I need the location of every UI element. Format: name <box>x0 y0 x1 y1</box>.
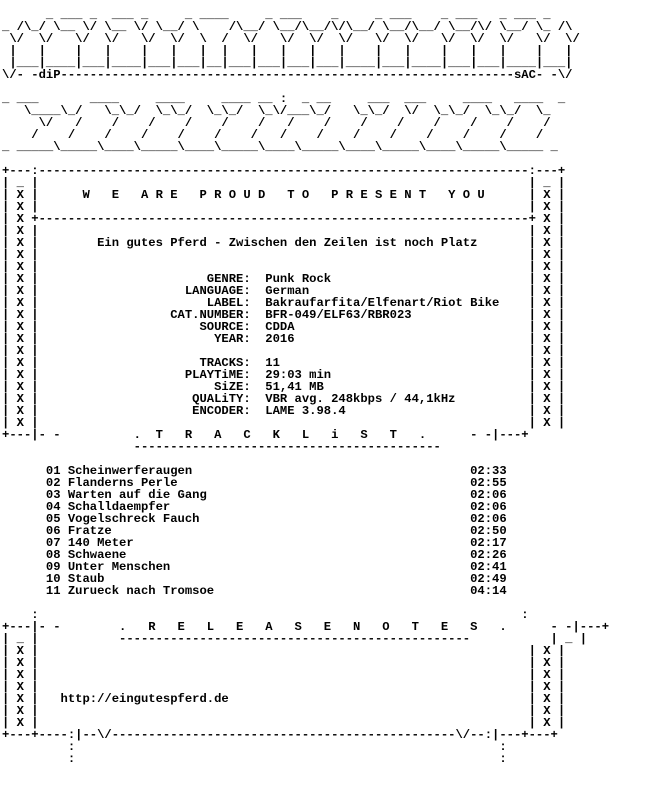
nfo-line: 10 Staub 02:49 <box>2 572 507 586</box>
nfo-line: +---+----:|--\/-----------------------------------------------\/--:|---+---+ <box>2 728 558 742</box>
nfo-line: | | | | | | | | | | | | | | | | | | | <box>2 44 573 58</box>
nfo-line: | _ | ------------------------------------------------ | _ | <box>2 632 588 646</box>
nfo-line: _ ___ _ ___ _ _ ____ _ ___ _ _ ___ _ ___ _ ___ _ <box>2 8 551 22</box>
nfo-line: \/- -diP--------------------------------------------------------------sAC- -\/ <box>2 68 573 82</box>
nfo-line: : : <box>2 608 529 622</box>
nfo-line: 02 Flanderns Perle 02:55 <box>2 476 507 490</box>
nfo-line: | X +-------------------------------------------------------------------+ X | <box>2 212 566 226</box>
nfo-line: | X | http://eingutespferd.de | X | <box>2 692 566 706</box>
nfo-line: | X | | X | <box>2 656 566 670</box>
nfo-line: | X | | X | <box>2 716 566 730</box>
nfo-line: | X | GENRE: Punk Rock | X | <box>2 272 566 286</box>
nfo-line: | X | | X | <box>2 344 566 358</box>
nfo-line: | X | QUALiTY: VBR avg. 248kbps / 44,1kHz | X | <box>2 392 566 406</box>
nfo-line: | X | TRACKS: 11 | X | <box>2 356 566 370</box>
nfo-line: | X | | X | <box>2 704 566 718</box>
nfo-line: : : <box>2 740 507 754</box>
nfo-line: | X | LANGUAGE: German | X | <box>2 284 566 298</box>
nfo-line: | X | | X | <box>2 200 566 214</box>
nfo-line: 01 Scheinwerferaugen 02:33 <box>2 464 507 478</box>
nfo-line: \/ \/ \/ \/ \/ \/ \ / \/ \/ \/ \/ \/ \/ \/ \/ \/ \/ \/ <box>2 32 580 46</box>
nfo-line: ------------------------------------------ <box>2 440 441 454</box>
nfo-line: | X | | X | <box>2 416 566 430</box>
nfo-line: | X | SiZE: 51,41 MB | X | <box>2 380 566 394</box>
nfo-line: +---|- - . R E L E A S E N O T E S . - -|---+ <box>2 620 610 634</box>
nfo-line: 05 Vogelschreck Fauch 02:06 <box>2 512 507 526</box>
nfo-line: | X | ENCODER: LAME 3.98.4 | X | <box>2 404 566 418</box>
nfo-line: 07 140 Meter 02:17 <box>2 536 507 550</box>
nfo-line: +---:-------------------------------------------------------------------:---+ <box>2 164 566 178</box>
nfo-line: 03 Warten auf die Gang 02:06 <box>2 488 507 502</box>
nfo-line: 04 Schalldaempfer 02:06 <box>2 500 507 514</box>
nfo-line: : : <box>2 752 507 766</box>
nfo-line: | X | W E A R E P R O U D T O P R E S E N T Y O U | X | <box>2 188 566 202</box>
nfo-line: _ ___ ____ ____ ____ __ : _ __ ___ ___ ____ ____ _ <box>2 92 566 106</box>
nfo-line: | X | SOURCE: CDDA | X | <box>2 320 566 334</box>
nfo-line: | X | | X | <box>2 680 566 694</box>
nfo-line: | X | | X | <box>2 644 566 658</box>
nfo-line: _ _____\_____\____\_____\____\_____\____\_____\____\_____\____\_____\_____ _ <box>2 140 558 154</box>
nfo-line: 06 Fratze 02:50 <box>2 524 507 538</box>
nfo-line: \/ / / / / / / / / / / / / / / <box>2 116 551 130</box>
nfo-line: | X | | X | <box>2 260 566 274</box>
nfo-line: / / / / / / / / / / / / / / / <box>2 128 544 142</box>
nfo-line: | X | PLAYTiME: 29:03 min | X | <box>2 368 566 382</box>
nfo-line: 08 Schwaene 02:26 <box>2 548 507 562</box>
nfo-line: | X | | X | <box>2 668 566 682</box>
nfo-line: | X | | X | <box>2 224 566 238</box>
nfo-text <box>2 9 609 765</box>
nfo-line: | X | CAT.NUMBER: BFR-049/ELF63/RBR023 | X | <box>2 308 566 322</box>
nfo-line: | _ | | _ | <box>2 176 566 190</box>
nfo-line: | X | YEAR: 2016 | X | <box>2 332 566 346</box>
nfo-line: 11 Zurueck nach Tromsoe 04:14 <box>2 584 507 598</box>
nfo-line: | X | | X | <box>2 248 566 262</box>
nfo-line: \____\_/ \_\_/ \_\_/ \_\_/ \_\/___\_/ \_\_/ \/ \_\_/ \_\_/ \_ <box>2 104 551 118</box>
nfo-line: | X | LABEL: Bakraufarfita/Elfenart/Riot Bike | X | <box>2 296 566 310</box>
nfo-line: 09 Unter Menschen 02:41 <box>2 560 507 574</box>
nfo-line: | X | Ein gutes Pferd - Zwischen den Zeilen ist noch Platz | X | <box>2 236 566 250</box>
nfo-line: |___|____|___|____|___|___|__|___|___|___|___|____|___|____|___|___|____|___| <box>2 56 573 70</box>
nfo-line: _ /\_/ \__ \/ \__ \/ \__/ \ /\__/ \__/\__/\/\__/ \__/\__/ \__/\/ \__/ \_ /\ <box>2 20 573 34</box>
nfo-line: +---|- - . T R A C K L i S T . - -|---+ <box>2 428 529 442</box>
